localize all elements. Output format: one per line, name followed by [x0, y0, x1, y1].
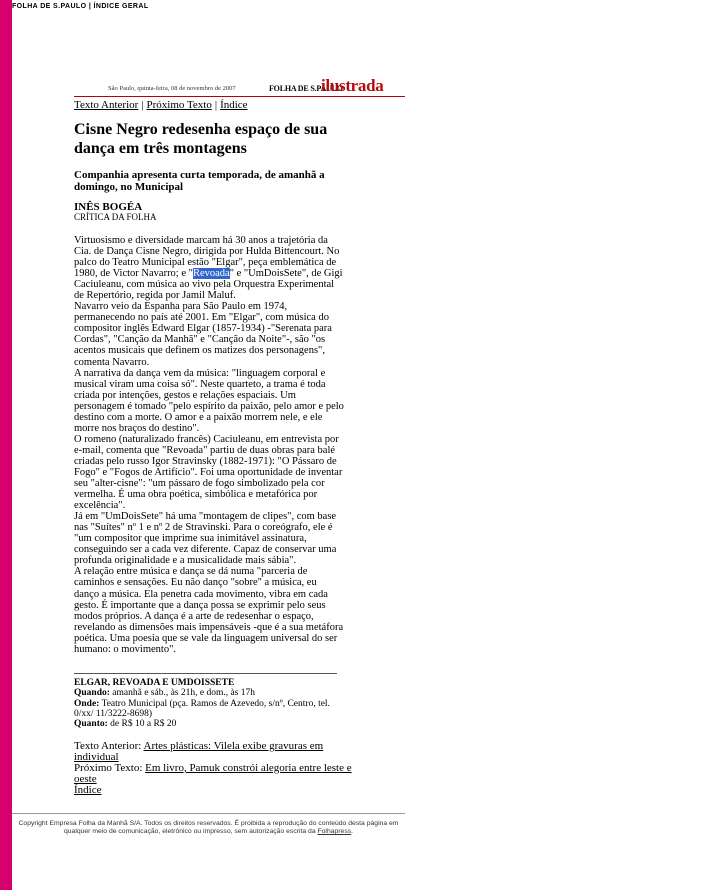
article-title: Cisne Negro redesenha espaço de sua dança em três montagens [74, 121, 328, 157]
event-info [74, 678, 344, 729]
footer-divider [12, 813, 405, 814]
selected-text: Revoada [192, 268, 230, 280]
paragraph: Virtuosismo e diversidade marcam há 30 anos a trajetória da Cia. de Dança Cisne Negro, dirigida por Hulda Bittencourt. No palco do Teatro Municipal estão "Elgar", peça emblemática de 1980, de Victor Navarro; e "Revoada" e "UmDoisSete", de Gigi Caciuleanu, com música ao vivo pela Orquestra Experimental de Repertório, regida por Jamil Maluf. [74, 235, 343, 302]
article-subtitle: Companhia apresenta curta temporada, de amanhã a domingo, no Municipal [74, 169, 325, 193]
top-navigation [12, 3, 149, 10]
left-accent-bar [0, 0, 12, 890]
paper-logo: FOLHA DE S.PAULO [269, 84, 343, 93]
prev-article-link[interactable]: Artes plásticas: Vilela exibe gravuras em individual [74, 740, 324, 763]
article-body [74, 235, 344, 655]
next-article-row: Próximo Texto: Em livro, Pamuk constrói alegoria entre leste e oeste [74, 762, 352, 785]
article-author: INÊS BOGÉA [74, 201, 143, 213]
event-title: ELGAR, REVOADA E UMDOISSETE [74, 678, 235, 688]
next-article-link[interactable]: Em livro, Pamuk constrói alegoria entre leste e oeste [74, 762, 352, 785]
author-role: CRÍTICA DA FOLHA [74, 212, 157, 222]
paragraph: A relação entre música e dança se dá numa "parceria de caminhos e sensações. Eu não danço "sobre" a música, eu danço a música. Ela penetra cada movimento, vibra em cada gesto. É importante que a dança possa se exprimir pelo seus modos próprios. A dança é a arte de redesenhar o espaço, revelando as dimensões mais impensáveis -que é a sua metáfora poética. Uma poesia que se vale da linguagem universal do ser humano: o movimento". [74, 566, 344, 655]
next-text-link[interactable]: Próximo Texto [146, 99, 212, 111]
nav-separator: | [214, 99, 218, 111]
masthead [74, 78, 405, 97]
event-when: Quando: amanhã e sáb., às 21h, e dom., às 17h [74, 688, 256, 699]
event-price: Quanto: de R$ 10 a R$ 20 [74, 719, 177, 730]
topbar-divider: | [88, 3, 92, 10]
prev-text-link[interactable]: Texto Anterior [74, 99, 139, 111]
related-links [74, 741, 354, 796]
nav-separator: | [141, 99, 144, 111]
edition-date: São Paulo, quinta-feira, 08 de novembro de 2007 [108, 85, 236, 92]
paragraph: O romeno (naturalizado francês) Caciuleanu, em entrevista por e-mail, comenta que "Revoada" partiu de duas obras para balé criadas pelo russo Igor Stravinsky (1882-1971): "O Pássaro de Fogo" e "Fogos de Artifício". Foi uma oportunidade de inventar seu "alter-cisne": "um pássaro de fogo simbolizado pela cor vermelha. É uma obra poética, simbólica e metafórica por excelência". [74, 433, 343, 512]
bottom-index-link[interactable]: Índice [74, 784, 102, 796]
section-logo: ilustrada [321, 76, 384, 95]
prev-article-row: Texto Anterior: Artes plásticas: Vilela exibe gravuras em individual [74, 740, 324, 763]
paragraph: A narrativa da dança vem da música: "linguagem corporal e musical viram uma coisa só". Neste quarteto, a trama é toda criada por intenções, gestos e relações espaciais. Um personagem é tomado "pelo espírito da paixão, pelo amor e pelo destino com a morte. O amor e a paixão morrem nele, e ele morre nos braços do destino". [74, 367, 344, 434]
article-nav [74, 99, 248, 111]
event-where: Onde: Teatro Municipal (pça. Ramos de Azevedo, s/nº, Centro, tel. 0/xx/ 11/3222-8698) [74, 698, 330, 719]
paragraph: Navarro veio da Espanha para São Paulo em 1974, permanecendo no país até 2001. Em "Elgar", com música do compositor inglês Edward Elgar (1857-1934) -"Serenata para Cordas", "Canção da Manhã" e "Canção da Noite"-, são "os acentos musicais que definem os matizes dos personagens", comenta Navarro. [74, 301, 332, 368]
brand-link[interactable]: FOLHA DE S.PAULO [12, 3, 87, 10]
copyright-footer: Copyright Empresa Folha da Manhã S/A. Todos os direitos reservados. É proibida a reprodução do conteúdo desta página em qualquer meio de comunicação, eletrônico ou impresso, sem autorização escrita da Folhapress. [18, 820, 399, 835]
paragraph: Já em "UmDoisSete" há uma "montagem de clipes", com base nas "Suítes" nº 1 e nº 2 de Stravinski. Para o coreógrafo, ele é "um compositor que imprime sua inimitável assinatura, conseguindo ser a cada vez diferente. Capaz de conservar uma profunda originalidade e a musicalidade mais sábia". [74, 511, 337, 567]
index-link[interactable]: Índice [220, 99, 248, 111]
general-index-link[interactable]: ÍNDICE GERAL [93, 3, 149, 10]
folhapress-link[interactable]: Folhapress [317, 828, 352, 835]
section-divider [74, 673, 337, 674]
